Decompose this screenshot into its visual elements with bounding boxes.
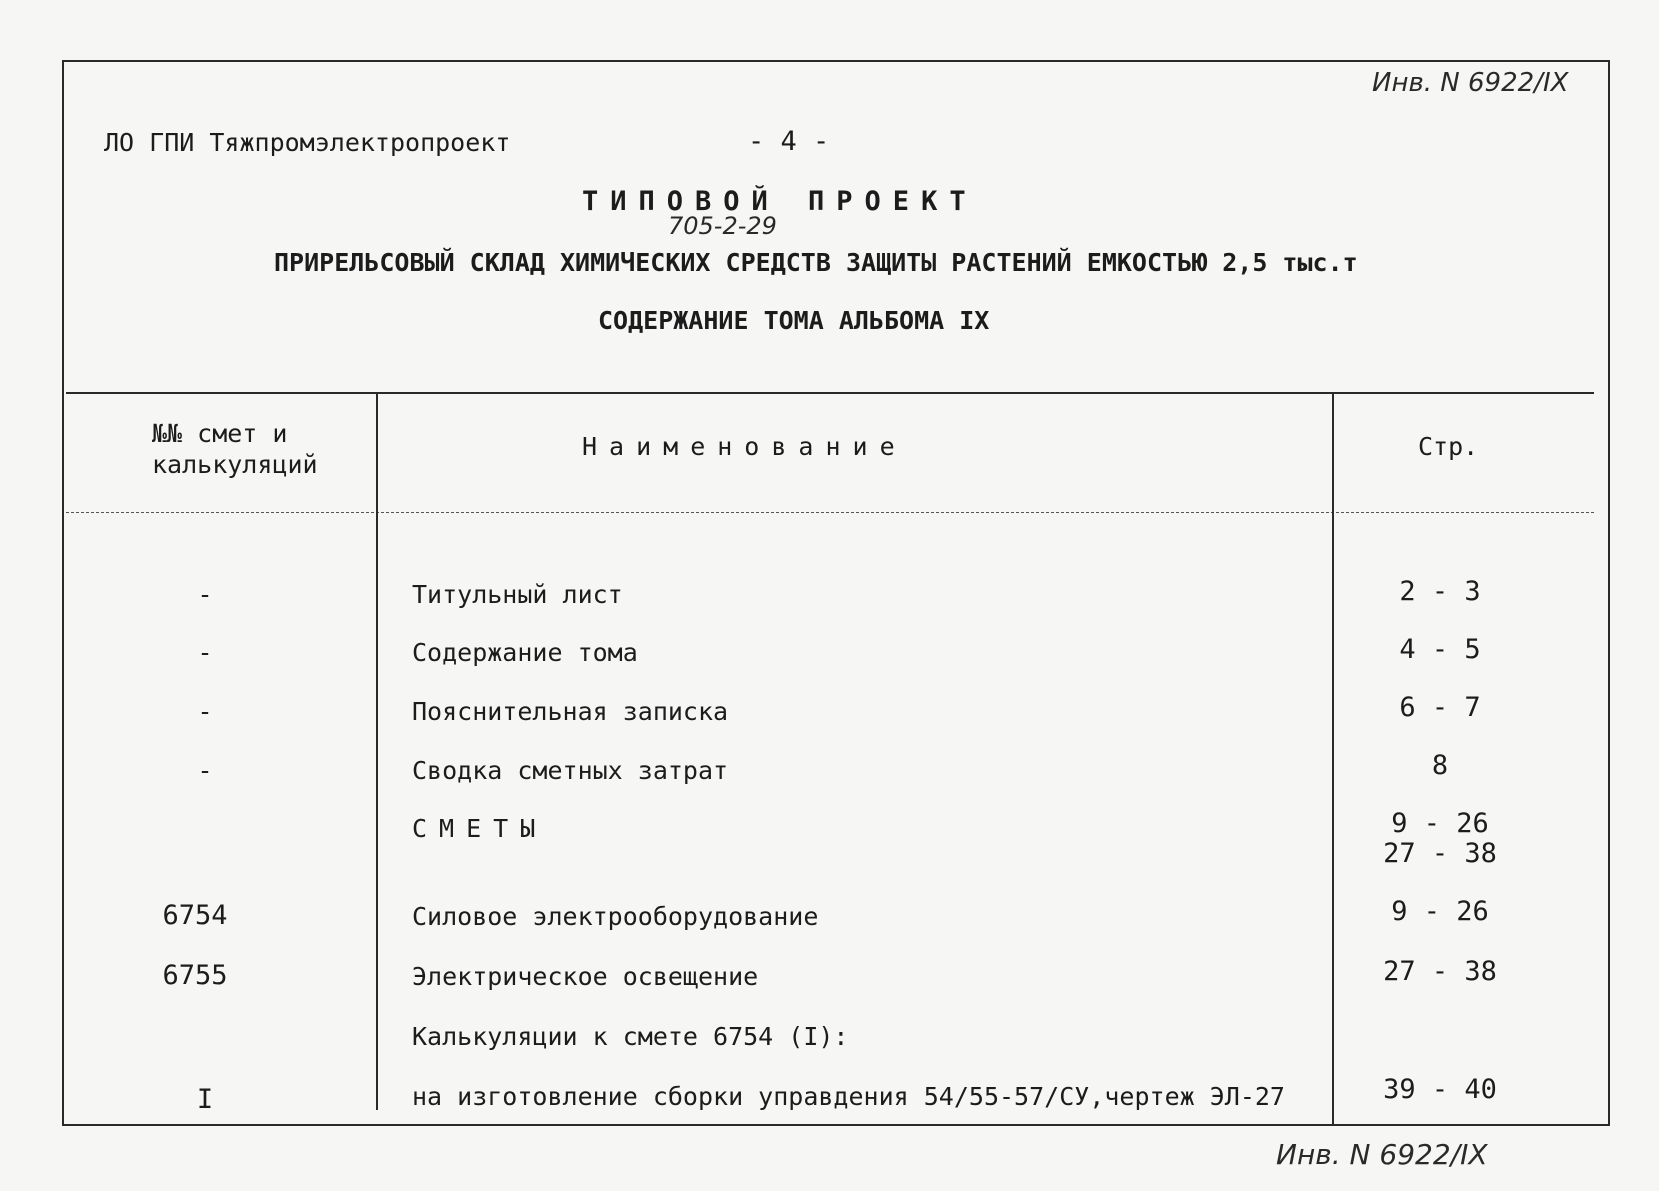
inventory-stamp-bottom: Инв. N 6922/IX [1276, 1138, 1488, 1171]
row-num: I [196, 1084, 214, 1115]
organization-name: ЛО ГПИ Тяжпромэлектропроект [104, 128, 511, 157]
column-divider-2 [1332, 392, 1334, 1126]
row-name: СМЕТЫ [412, 814, 548, 843]
row-name: Сводка сметных затрат [412, 756, 729, 785]
row-page: 4 - 5 [1399, 634, 1481, 665]
row-page: 9 - 26 [1391, 808, 1489, 839]
inventory-stamp-top: Инв. N 6922/IX [1372, 68, 1569, 98]
column-divider-1 [376, 392, 378, 1110]
table-top-border [66, 392, 1594, 394]
row-page: 27 - 38 [1383, 956, 1497, 987]
row-name: Содержание тома [412, 638, 638, 667]
page-number: - 4 - [748, 126, 830, 157]
header-numbers [152, 418, 318, 480]
row-num: - [197, 580, 213, 609]
row-name: Калькуляции к смете 6754 (I): [412, 1022, 849, 1051]
project-title: ПРИРЕЛЬСОВЫЙ СКЛАД ХИМИЧЕСКИХ СРЕДСТВ ЗАЩИТЫ РАСТЕНИЙ ЕМКОСТЬЮ 2,5 тыс.т [274, 248, 1358, 277]
row-num: - [197, 638, 213, 667]
header-name: Наименование [582, 432, 907, 461]
project-code: 705-2-29 [668, 212, 777, 240]
row-num: - [197, 756, 213, 785]
row-page: 6 - 7 [1399, 692, 1481, 723]
table-header-separator [66, 512, 1594, 513]
header-numbers-line1: №№ смет и [152, 419, 288, 448]
row-page: 9 - 26 [1391, 896, 1489, 927]
row-page: 2 - 3 [1399, 576, 1481, 607]
row-num: 6754 [162, 900, 228, 931]
row-name: Титульный лист [412, 580, 623, 609]
row-name: Силовое электрооборудование [412, 902, 819, 931]
row-page-secondary: 27 - 38 [1383, 838, 1497, 869]
row-num: 6755 [162, 960, 228, 991]
row-name: Пояснительная записка [412, 697, 729, 726]
doc-type: ТИПОВОЙ ПРОЕКТ [582, 186, 978, 217]
row-name: Электрическое освещение [412, 962, 759, 991]
section-title: СОДЕРЖАНИЕ ТОМА АЛЬБОМА IX [598, 306, 990, 335]
row-name: на изготовление сборки управдения 54/55-57/СУ,чертеж ЭЛ-27 [412, 1082, 1285, 1111]
row-page: 39 - 40 [1383, 1074, 1497, 1105]
row-page: 8 [1431, 750, 1449, 781]
header-numbers-line2: калькуляций [152, 450, 318, 479]
header-page: Стр. [1418, 432, 1479, 461]
row-num: - [197, 697, 213, 726]
